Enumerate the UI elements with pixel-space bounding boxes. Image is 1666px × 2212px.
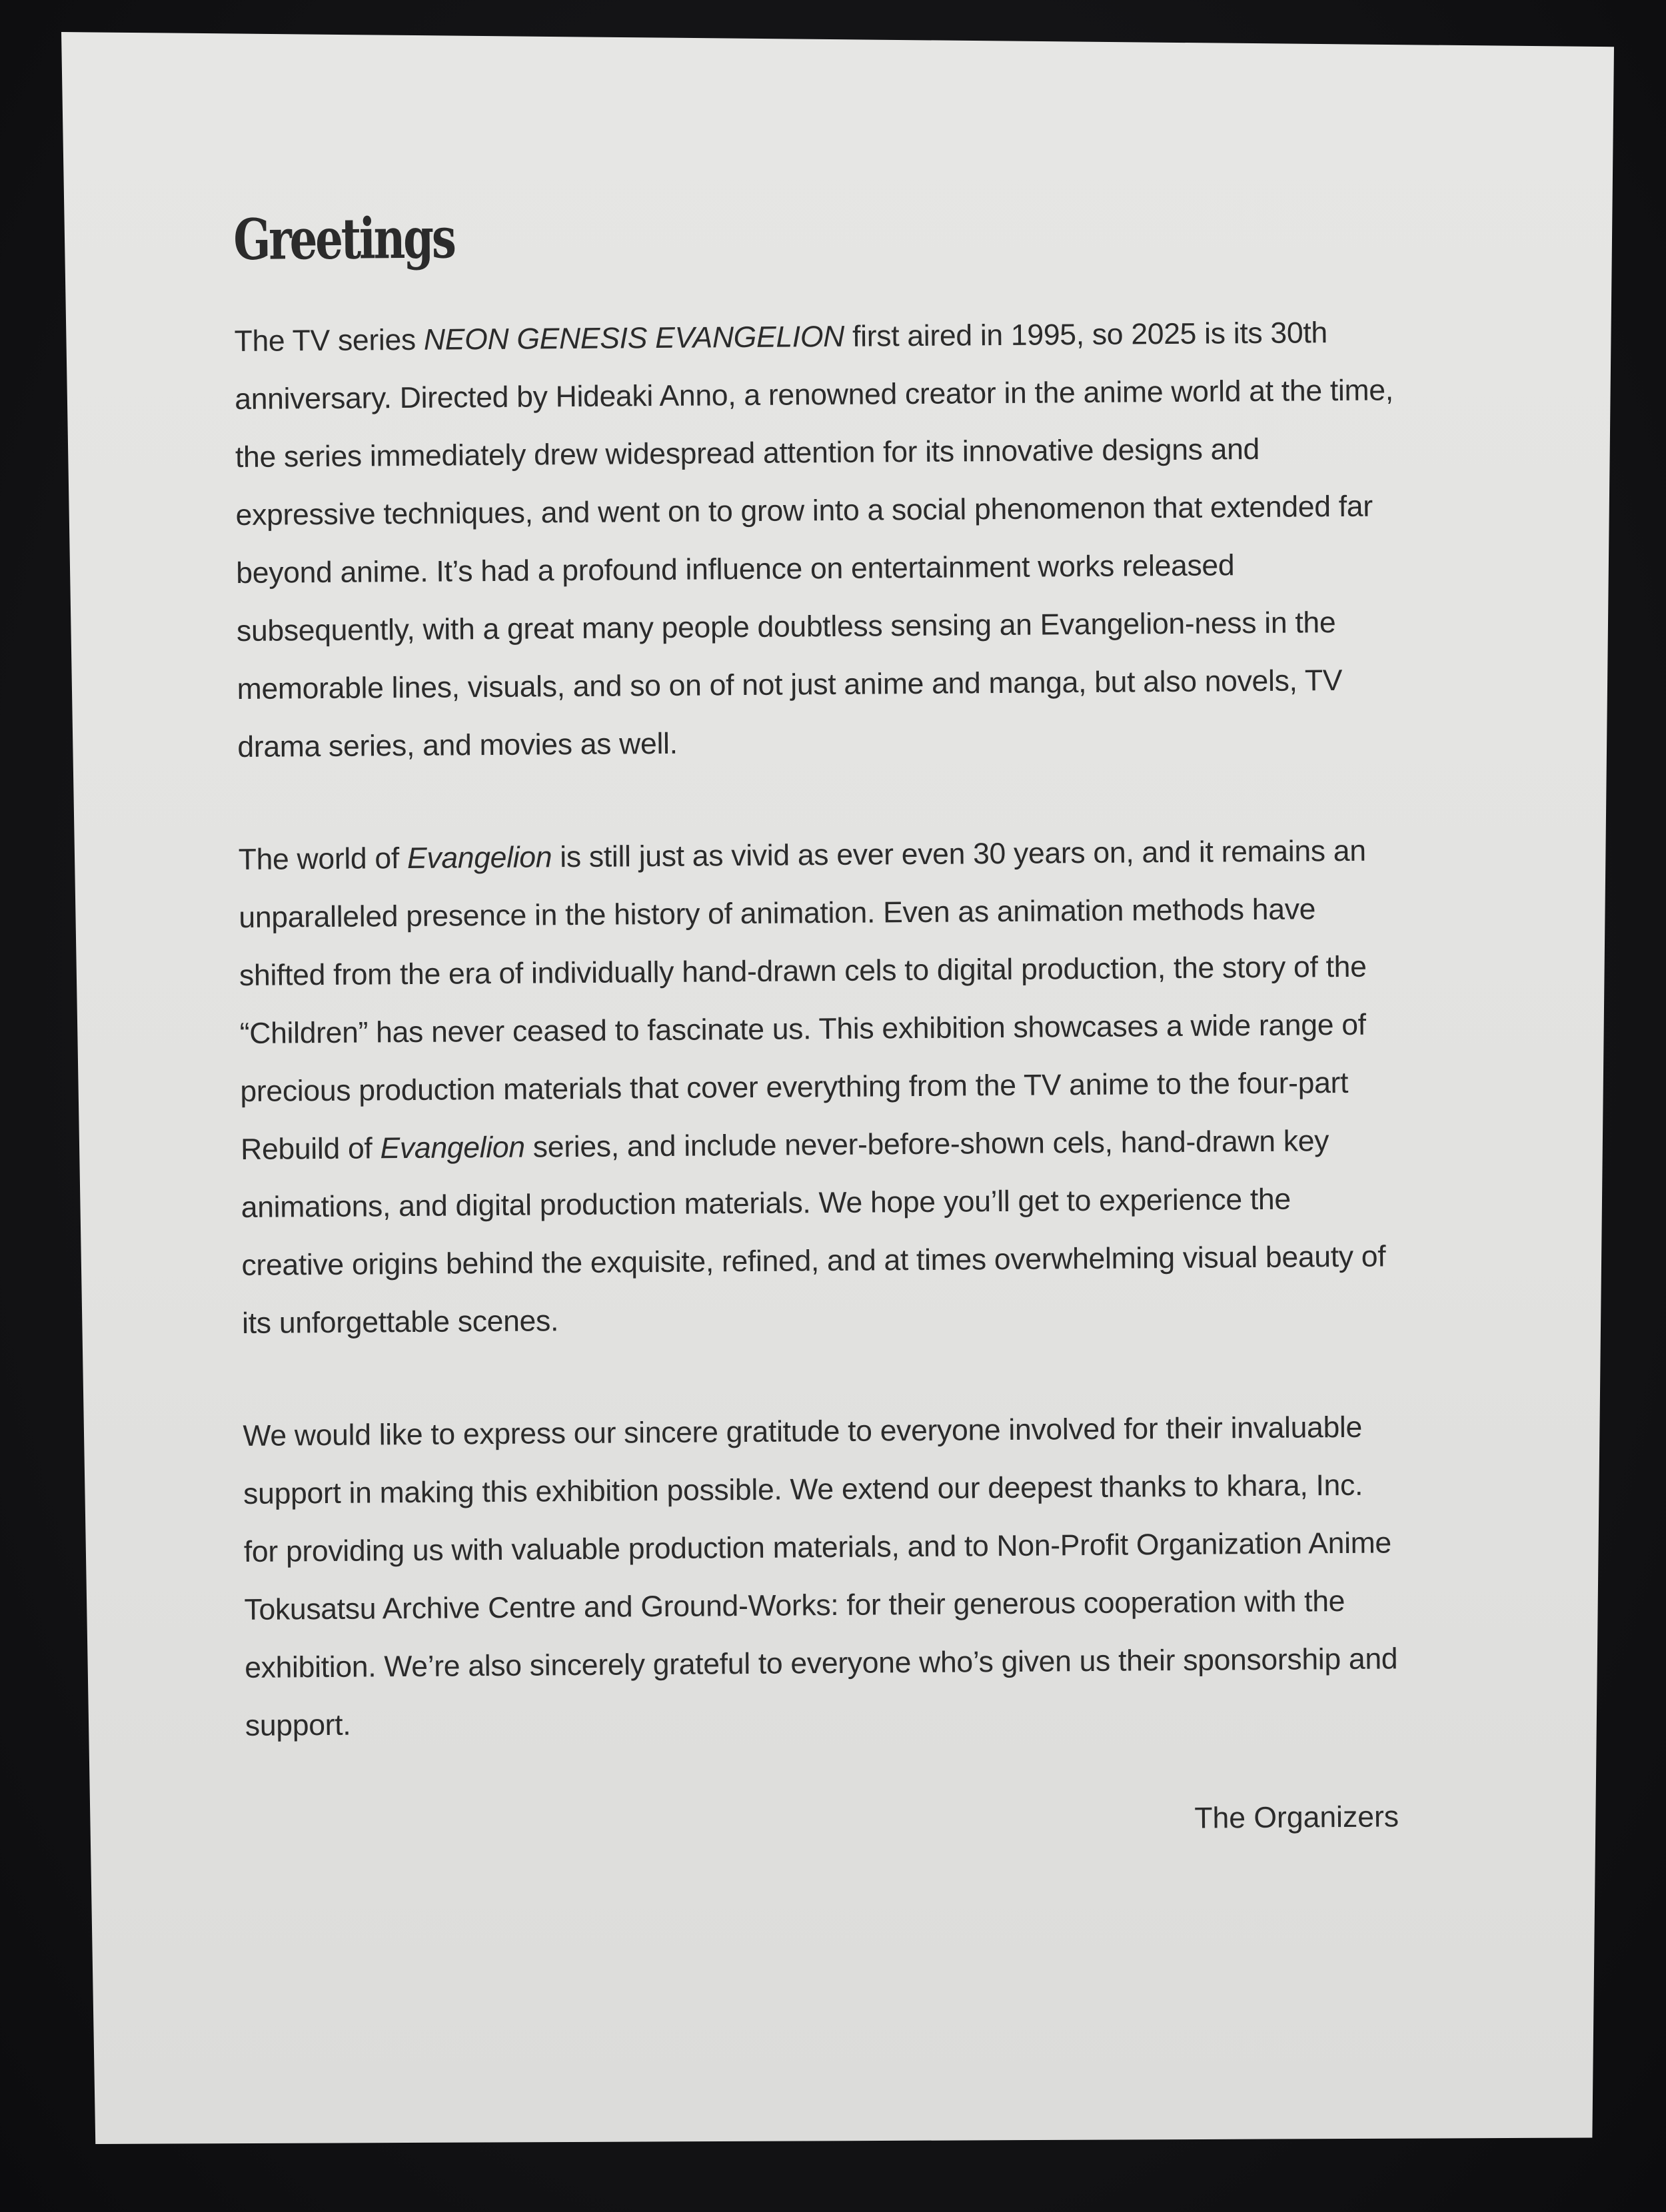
paragraph-intro-text-2: first aired in 1995, so 2025 is its 30th anniversary. Directed by Hideaki Anno, a renowned creator in the anime world at the time, the series immediately drew widespread attention for its innovative designs and expressive techniques, and went on to grow into a social phenomenon that extended far beyond anime. It’s had a profound influence on entertainment works released subsequently, with a great many people doubtless sensing an Evangelion-ness in the memorable lines, visuals, and so on of not just anime and manga, but also novels, TV drama series, and movies as well. — [235, 316, 1393, 764]
evangelion-italic-1: Evangelion — [407, 841, 552, 875]
series-title-italic: NEON GENESIS EVANGELION — [423, 320, 845, 356]
paragraph-exhibition-text-1: The world of — [238, 841, 408, 876]
paragraph-exhibition — [238, 822, 1401, 1353]
paragraph-exhibition-text-2: is still just as vivid as ever even 30 years on, and it remains an unparalleled presence in the history of animation. Even as animation methods have shifted from the era of individually hand-drawn cels to digital production, the story of the “Children” has never ceased to fascinate us. This exhibition showcases a wide range of precious production materials that cover everything from the TV anime to the four-part Rebuild of — [239, 834, 1367, 1166]
evangelion-italic-2: Evangelion — [380, 1131, 525, 1165]
panel-text-content — [233, 197, 1405, 1843]
paragraph-gratitude: We would like to express our sincere gratitude to everyone involved for their invaluable support in making this exhibition possible. We extend our deepest thanks to khara, Inc. for providing us with valuable production materials, and to Non-Profit Organization Anime Tokusatsu Archive Centre and Ground-Works: for their generous cooperation with the exhibition. We’re also sincerely grateful to everyone who’s given us their sponsorship and support. — [243, 1410, 1398, 1742]
paragraph-intro — [234, 303, 1397, 776]
paragraph-exhibition-text-3: series, and include never-before-shown cels, hand-drawn key animations, and digital production materials. We hope you’ll get to experience the creative origins behind the exquisite, refined, and at times overwhelming visual beauty of its unforgettable scenes. — [241, 1125, 1386, 1340]
paragraph-intro-text-1: The TV series — [234, 323, 424, 358]
page-title: Greetings — [233, 205, 455, 273]
signature: The Organizers — [1194, 1800, 1399, 1835]
